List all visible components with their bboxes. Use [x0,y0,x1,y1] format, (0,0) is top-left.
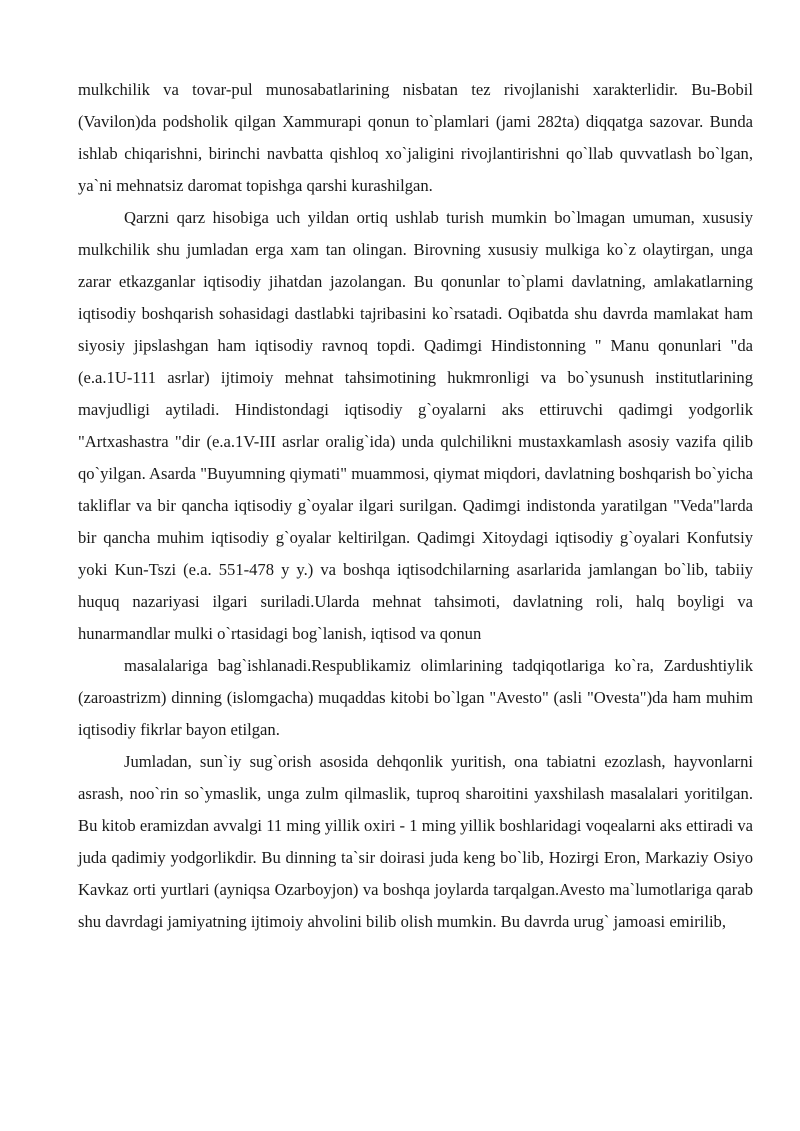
paragraph-3: masalalariga bag`ishlanadi.Respublikamiz olimlarining tadqiqotlariga ko`ra, Zardushtiylik (zaroastrizm) dinning (islomgacha) muqaddas kitobi bo`lgan "Avesto" (asli "Ovesta")da ham muhim iqtisodiy fikrlar bayon etilgan. [78,656,753,739]
paragraph-2: Qarzni qarz hisobiga uch yildan ortiq ushlab turish mumkin bo`lmagan umuman, xususiy mulkchilik shu jumladan erga xam tan olingan. Birovning xususiy mulkiga ko`z olaytirgan, unga zarar etkazganlar iqtisodiy jihatdan jazolangan. Bu qonunlar to`plami davlatning, amlakatlarning iqtisodiy boshqarish sohasidagi dastlabki tajribasini ko`rsatadi. Oqibatda shu davrda mamlakat ham siyosiy jipslashgan ham iqtisodiy ravnoq topdi. Qadimgi Hindistonning " Manu qonunlari "da (e.a.1U-111 asrlar) ijtimoiy mehnat tahsimotining hukmronligi va bo`ysunush institutlarining mavjudligi aytiladi. Hindistondagi iqtisodiy g`oyalarni aks ettiruvchi qadimgi yodgorlik "Artxashastra "dir (e.a.1V-III asrlar oralig`ida) unda qulchilikni mustaxkamlash asosiy vazifa qilib qo`yilgan. Asarda "Buyumning qiymati" muammosi, qiymat miqdori, davlatning boshqarish bo`yicha takliflar va bir qancha iqtisodiy g`oyalar ilgari surilgan. Qadimgi indistonda yaratilgan "Veda"larda bir qancha muhim iqtisodiy g`oyalar keltirilgan. Qadimgi Xitoydagi iqtisodiy g`oyalari Konfutsiy yoki Kun-Tszi (e.a. 551-478 y y.) va boshqa iqtisodchilarning asarlarida jamlangan bo`lib, tabiiy huquq nazariyasi ilgari suriladi.Ularda mehnat tahsimoti, davlatning roli, halq boyligi va hunarmandlar mulki o`rtasidagi bog`lanish, iqtisod va qonun [78,208,753,643]
document-page [78,74,753,938]
paragraph-4: Jumladan, sun`iy sug`orish asosida dehqonlik yuritish, ona tabiatni ezozlash, hayvonlarni asrash, noo`rin so`ymaslik, unga zulm qilmaslik, tuproq sharoitini yaxshilash masalalari yoritilgan. Bu kitob eramizdan avvalgi 11 ming yillik oxiri - 1 ming yillik boshlaridagi voqealarni aks ettiradi va juda qadimiy yodgorlikdir. Bu dinning ta`sir doirasi juda keng bo`lib, Hozirgi Eron, Markaziy Osiyo Kavkaz orti yurtlari (ayniqsa Ozarboyjon) va boshqa joylarda tarqalgan.Avesto ma`lumotlariga qarab shu davrdagi jamiyatning ijtimoiy ahvolini bilib olish mumkin. Bu davrda urug` jamoasi emirilib, [78,752,753,931]
paragraph-1: mulkchilik va tovar-pul munosabatlarining nisbatan tez rivojlanishi xarakterlidir. Bu-Bobil (Vavilon)da podsholik qilgan Xammurapi qonun to`plamlari (jami 282ta) diqqatga sazovar. Bunda ishlab chiqarishni, birinchi navbatta qishloq xo`jaligini rivojlantirishni qo`llab quvvatlash bo`lgan, ya`ni mehnatsiz daromat topishga qarshi kurashilgan. [78,80,753,195]
